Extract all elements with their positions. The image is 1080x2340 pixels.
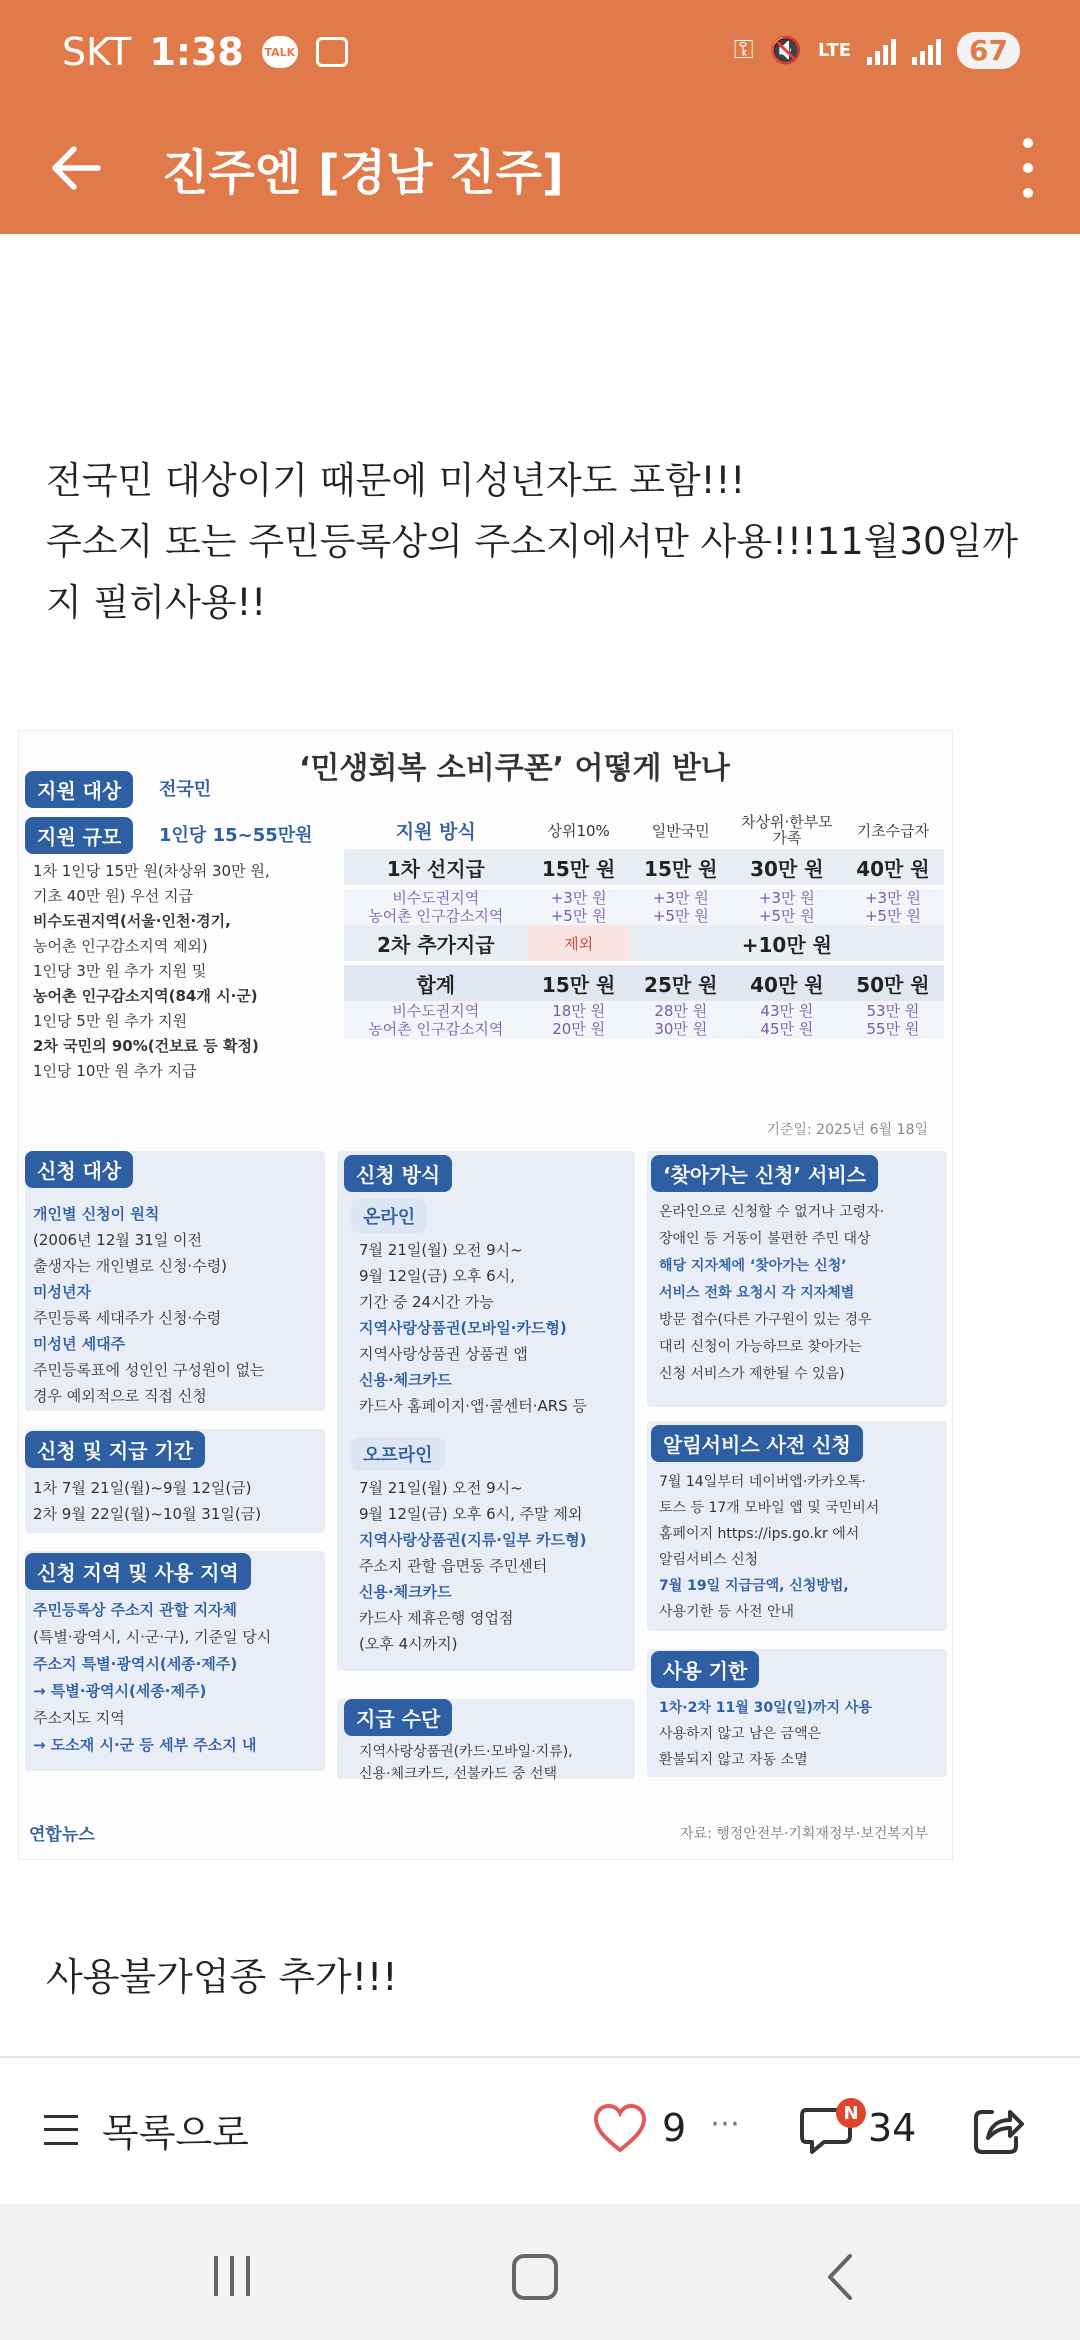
notify-label: 알림서비스 사전 신청 bbox=[651, 1425, 863, 1462]
post-caption: 사용불가업종 추가!!! bbox=[46, 1955, 398, 1999]
online-details: 7월 21일(월) 오전 9시~ 9월 12일(금) 오후 6시, 기간 중 24시간 가능 지역사랑상품권(모바일·카드형) 지역사랑상품권 상품권 앱 신용·체크카드 카드사 홈페이지·앱·콜센터·ARS 등 bbox=[359, 1241, 587, 1415]
like-count: 9 bbox=[662, 2106, 687, 2150]
status-bar bbox=[0, 0, 1080, 108]
support-scale-label: 지원 규모 bbox=[25, 817, 133, 854]
support-scale-value: 1인당 15~55만원 bbox=[159, 825, 313, 846]
support-table: 지원 방식 상위10% 일반국민 차상위·한부모 가족 기초수급자 1차 선지급 15만 원 15만 원 30만 원 40만 원 비수도권지역 농어촌 인구감소지역 +3만 원 +5만 원 +3만 원 +5만 원 +3만 원 +5만 원 +3만 원 +5만 원 2차 추가지급 제외 +10만 원 합계 15만 원 25만 원 40만 원 50만 원 비수도권지역 농어촌 인구감소지역 18만 원 20만 원 28만 원 30만 원 43만 원 45만 원 53만 원 55만 원 bbox=[344, 811, 944, 1039]
post-paragraph: 전국민 대상이기 때문에 미성년자도 포함!!! bbox=[46, 459, 746, 502]
signal-icon-2 bbox=[912, 37, 941, 65]
clock: 1:38 bbox=[149, 30, 244, 74]
post-paragraph: 주소지 또는 주민등록상의 주소지에서만 사용!!!11월30일까지 필히사용!! bbox=[46, 520, 1019, 624]
key-icon: ⚿ bbox=[733, 35, 754, 65]
system-navigation-bar bbox=[0, 2204, 1080, 2340]
like-heart-icon[interactable] bbox=[592, 2102, 648, 2154]
online-label: 온라인 bbox=[351, 1199, 427, 1233]
carrier-label: SKT bbox=[62, 30, 132, 74]
post-body bbox=[46, 450, 1036, 633]
visit-service-details: 온라인으로 신청할 수 없거나 고령자· 장애인 등 거동이 불편한 주민 대상 해당 지자체에 ‘찾아가는 신청’ 서비스 전화 요청시 각 지자체별 방문 접수(다른 가구원이 있는 경우 대리 신청이 가능하므로 찾아가는 신청 서비스가 제한될 수 있음) bbox=[659, 1204, 885, 1382]
more-options-icon[interactable] bbox=[1016, 138, 1040, 198]
support-target-value: 전국민 bbox=[159, 779, 212, 800]
more-dots-icon[interactable]: ⋯ bbox=[710, 2106, 742, 2141]
comment-count: 34 bbox=[868, 2106, 917, 2150]
period-details: 1차 7월 21일(월)~9월 12일(금) 2차 9월 22일(월)~10월 31일(금) bbox=[33, 1479, 262, 1523]
infographic-source: 자료: 행정안전부·기획재정부·보건복지부 bbox=[680, 1826, 928, 1842]
battery-indicator: 67 bbox=[957, 32, 1020, 69]
expiry-details: 1차·2차 11월 30일(일)까지 사용 사용하지 않고 남은 금액은 환불되지 않고 자동 소멸 bbox=[659, 1700, 872, 1768]
applicant-details: 개인별 신청이 원칙 (2006년 12월 31일 이전 출생자는 개인별로 신청·수령) 미성년자 주민등록 세대주가 신청·수령 미성년 세대주 주민등록표에 성인인 구성원이 없는 경우 예외적으로 직접 신청 bbox=[33, 1205, 265, 1405]
post-image-infographic[interactable] bbox=[18, 730, 953, 1860]
post-action-bar bbox=[0, 2058, 1080, 2204]
means-details: 지역사랑상품권(카드·모바일·지류), 신용·체크카드, 선불카드 중 선택 bbox=[359, 1744, 573, 1782]
yonhap-logo: 연합뉴스 bbox=[29, 1825, 95, 1845]
back-arrow-icon[interactable] bbox=[46, 138, 106, 198]
offline-details: 7월 21일(월) 오전 9시~ 9월 12일(금) 오후 6시, 주말 제외 지역사랑상품권(지류·일부 카드형) 주소지 관할 읍면동 주민센터 신용·체크카드 카드사 제휴은행 영업점 (오후 4시까지) bbox=[359, 1479, 587, 1653]
app-bar bbox=[0, 108, 1080, 234]
infographic-title: ‘민생회복 소비쿠폰’ 어떻게 받나 bbox=[299, 751, 730, 786]
back-to-list-button[interactable] bbox=[44, 2102, 249, 2157]
network-type-label: LTE bbox=[817, 39, 852, 61]
mute-icon: 🔇 bbox=[769, 35, 802, 66]
signal-icon bbox=[867, 37, 896, 65]
means-label: 지급 수단 bbox=[344, 1699, 452, 1736]
period-label: 신청 및 지급 기간 bbox=[25, 1431, 205, 1468]
support-scale-details: 1차 1인당 15만 원(차상위 30만 원, 기초 40만 원) 우선 지급 비수도권지역(서울·인천·경기, 농어촌 인구감소지역 제외) 1인당 3만 원 추가 지원 및 농어촌 인구감소지역(84개 시·군) 1인당 5만 원 추가 지원 2차 국민의 90%(건보료 등 확정) 1인당 10만 원 추가 지급 bbox=[33, 862, 270, 1080]
offline-label: 오프라인 bbox=[351, 1437, 445, 1471]
talk-notification-icon: TALK bbox=[262, 36, 298, 68]
gallery-notification-icon bbox=[316, 37, 348, 67]
list-icon bbox=[44, 2115, 78, 2145]
base-date: 기준일: 2025년 6월 18일 bbox=[766, 1122, 928, 1138]
nav-back-icon[interactable] bbox=[820, 2252, 860, 2302]
home-icon[interactable] bbox=[512, 2254, 558, 2300]
visit-service-label: ‘찾아가는 신청’ 서비스 bbox=[651, 1155, 878, 1192]
page-title: 진주엔 [경남 진주] bbox=[162, 145, 564, 201]
applicant-label: 신청 대상 bbox=[25, 1151, 133, 1188]
region-details: 주민등록상 주소지 관할 지자체 (특별·광역시, 시·군·구), 기준일 당시 주소지 특별·광역시(세종·제주) → 특별·광역시(세종·제주) 주소지도 지역 → 도소재 시·군 등 세부 주소지 내 bbox=[33, 1601, 272, 1754]
method-label: 신청 방식 bbox=[344, 1155, 452, 1192]
back-to-list-label: 목록으로 bbox=[102, 2111, 249, 2155]
expiry-label: 사용 기한 bbox=[651, 1651, 759, 1688]
notify-details: 7월 14일부터 네이버앱·카카오톡· 토스 등 17개 모바일 앱 및 국민비서 홈페이지 https://ips.go.kr 에서 알림서비스 신청 7월 19일 지급금액, 신청방법, 사용기한 등 사전 안내 bbox=[659, 1474, 880, 1620]
new-comment-badge: N bbox=[836, 2098, 866, 2128]
recent-apps-icon[interactable] bbox=[214, 2256, 250, 2296]
region-label: 신청 지역 및 사용 지역 bbox=[25, 1553, 251, 1590]
share-icon[interactable] bbox=[970, 2102, 1026, 2158]
support-target-label: 지원 대상 bbox=[25, 771, 133, 808]
